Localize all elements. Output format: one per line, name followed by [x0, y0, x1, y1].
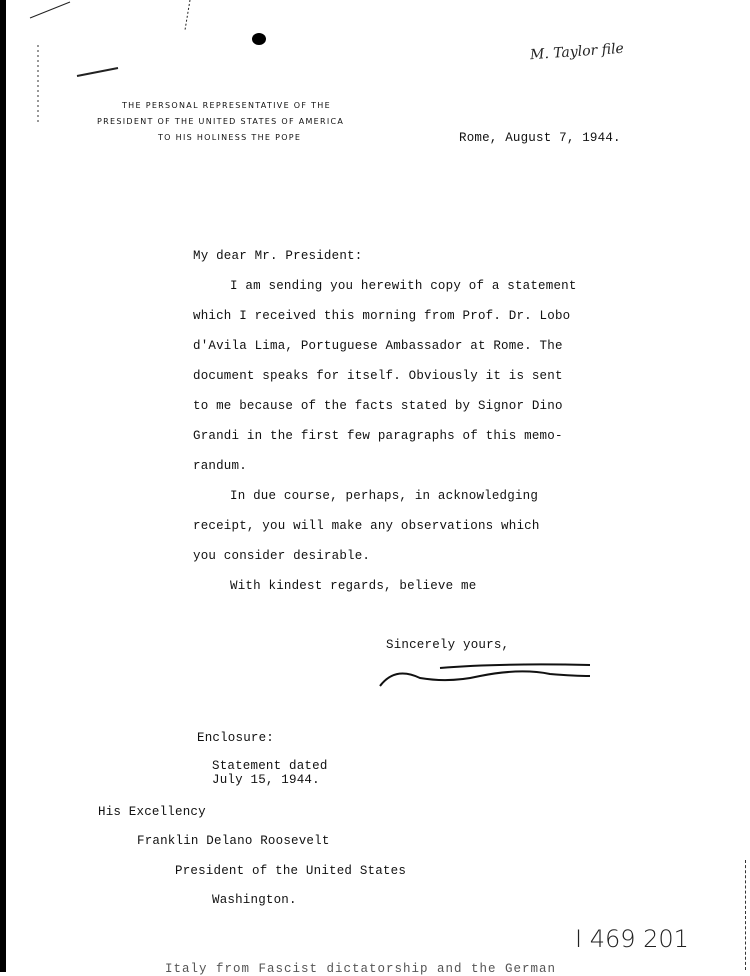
- enclosure-line-2: July 15, 1944.: [212, 773, 320, 787]
- file-number: I 469 201: [575, 925, 689, 953]
- stray-mark: [77, 68, 118, 76]
- addressee-line-4: Washington.: [212, 893, 297, 907]
- body-line: d'Avila Lima, Portuguese Ambassador at Rome. The: [193, 339, 563, 353]
- body-line: With kindest regards, believe me: [230, 579, 477, 593]
- body-line: receipt, you will make any observations which: [193, 519, 540, 533]
- body-line: to me because of the facts stated by Signor Dino: [193, 399, 563, 413]
- letterhead-line-3: TO HIS HOLINESS THE POPE: [158, 133, 302, 142]
- enclosure-line-1: Statement dated: [212, 759, 328, 773]
- addressee-line-3: President of the United States: [175, 864, 407, 878]
- body-line: randum.: [193, 459, 247, 473]
- body-line: In due course, perhaps, in acknowledging: [230, 489, 539, 503]
- addressee-line-1: His Excellency: [98, 805, 206, 819]
- bleed-through-text: Italy from Fascist dictatorship and the German: [165, 962, 557, 976]
- body-line: you consider desirable.: [193, 549, 371, 563]
- signature-image: [380, 664, 590, 686]
- body-line: which I received this morning from Prof. Dr. Lobo: [193, 309, 571, 323]
- letterhead-line-2: PRESIDENT OF THE UNITED STATES OF AMERICA: [97, 117, 345, 126]
- letter-date: Rome, August 7, 1944.: [459, 131, 621, 145]
- letterhead-line-1: THE PERSONAL REPRESENTATIVE OF THE: [122, 101, 331, 110]
- body-line: Grandi in the first few paragraphs of this memo-: [193, 429, 563, 443]
- addressee-line-2: Franklin Delano Roosevelt: [137, 834, 330, 848]
- stray-mark: [30, 2, 70, 18]
- enclosure-label: Enclosure:: [197, 731, 275, 745]
- body-line: I am sending you herewith copy of a statement: [230, 279, 577, 293]
- handwritten-note: M. Taylor file: [529, 40, 625, 64]
- body-line: document speaks for itself. Obviously it is sent: [193, 369, 563, 383]
- closing: Sincerely yours,: [386, 638, 510, 652]
- salutation: My dear Mr. President:: [193, 249, 363, 263]
- stray-mark: [185, 0, 190, 30]
